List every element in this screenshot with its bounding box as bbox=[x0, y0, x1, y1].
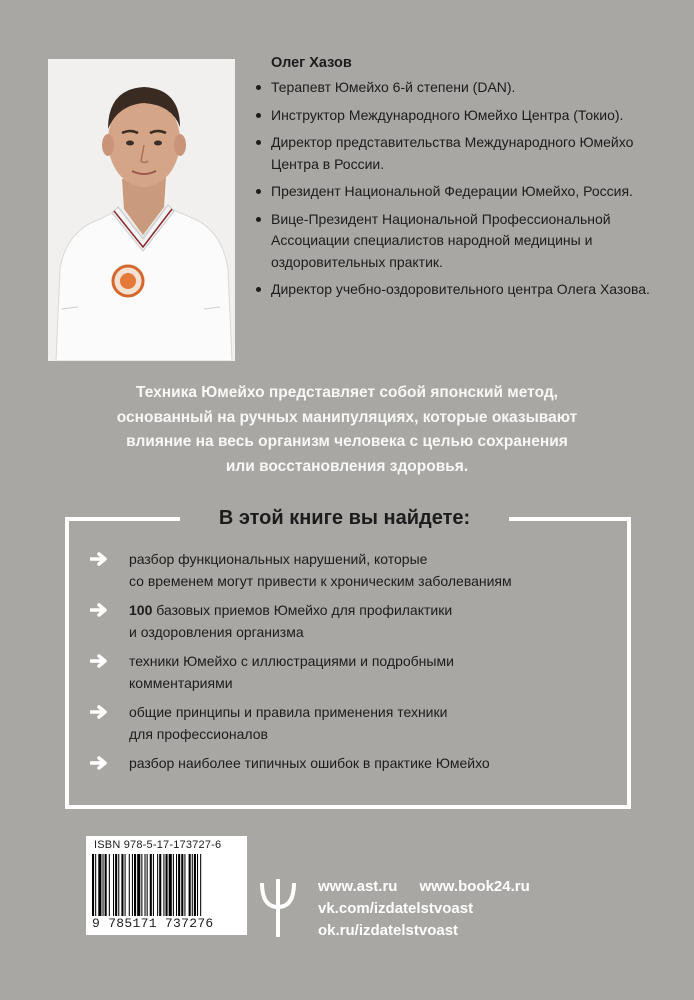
barcode-bars bbox=[92, 854, 242, 916]
barcode bbox=[86, 836, 247, 935]
barcode-number: 9 785171 737276 bbox=[92, 916, 214, 931]
arrow-right-icon bbox=[90, 603, 112, 617]
author-name: Олег Хазов bbox=[271, 55, 352, 71]
lead-line: Техника Юмейхо представляет собой японский метод, bbox=[136, 384, 558, 401]
feature-item: 100 базовых приемов Юмейхо для профилактики и оздоровления организма bbox=[90, 600, 610, 643]
bio-item: Директор учебно-оздоровительного центра Олега Хазова. bbox=[253, 279, 673, 301]
features-title: В этой книге вы найдете: bbox=[218, 507, 471, 529]
feature-item: техники Юмейхо с иллюстрациями и подробными комментариями bbox=[90, 651, 610, 694]
link-ok[interactable]: ok.ru/izdatelstvoast bbox=[318, 922, 459, 939]
arrow-right-icon bbox=[90, 705, 112, 719]
author-bio-list bbox=[253, 77, 673, 301]
publisher-links bbox=[318, 876, 530, 942]
lead-line: или восстановления здоровья. bbox=[225, 457, 469, 475]
bio-item: Вице-Президент Национальной Профессиональной Ассоциации специалистов народной медицины и оздоровительных практик. bbox=[253, 209, 673, 274]
link-vk[interactable]: vk.com/izdatelstvoast bbox=[318, 900, 474, 917]
arrow-right-icon bbox=[90, 654, 112, 668]
features-list bbox=[90, 549, 610, 783]
lead-line: основанный на ручных манипуляциях, которые оказывают bbox=[116, 408, 578, 426]
publisher-logo-icon bbox=[258, 877, 298, 939]
bio-item: Директор представительства Международного Юмейхо Центра в России. bbox=[253, 132, 673, 175]
lead-line: влияние на весь организм человека с целью сохранения bbox=[126, 433, 568, 450]
feature-item: общие принципы и правила применения техники для профессионалов bbox=[90, 702, 610, 745]
link-book24[interactable]: www.book24.ru bbox=[419, 878, 530, 895]
author-photo bbox=[48, 59, 235, 361]
feature-item: разбор наиболее типичных ошибок в практике Юмейхо bbox=[90, 753, 610, 775]
feature-item: разбор функциональных нарушений, которые со временем могут привести к хроническим заболеваниям bbox=[90, 549, 610, 592]
arrow-right-icon bbox=[90, 756, 112, 770]
arrow-right-icon bbox=[90, 552, 112, 566]
isbn-text: ISBN 978-5-17-173727-6 bbox=[94, 839, 222, 851]
bio-item: Терапевт Юмейхо 6-й степени (DAN). bbox=[253, 77, 673, 99]
bio-item: Инструктор Международного Юмейхо Центра (Токио). bbox=[253, 105, 673, 127]
author-info bbox=[253, 53, 673, 307]
bio-item: Президент Национальной Федерации Юмейхо, Россия. bbox=[253, 181, 673, 203]
lead-paragraph bbox=[40, 381, 654, 479]
link-ast[interactable]: www.ast.ru bbox=[318, 878, 398, 895]
